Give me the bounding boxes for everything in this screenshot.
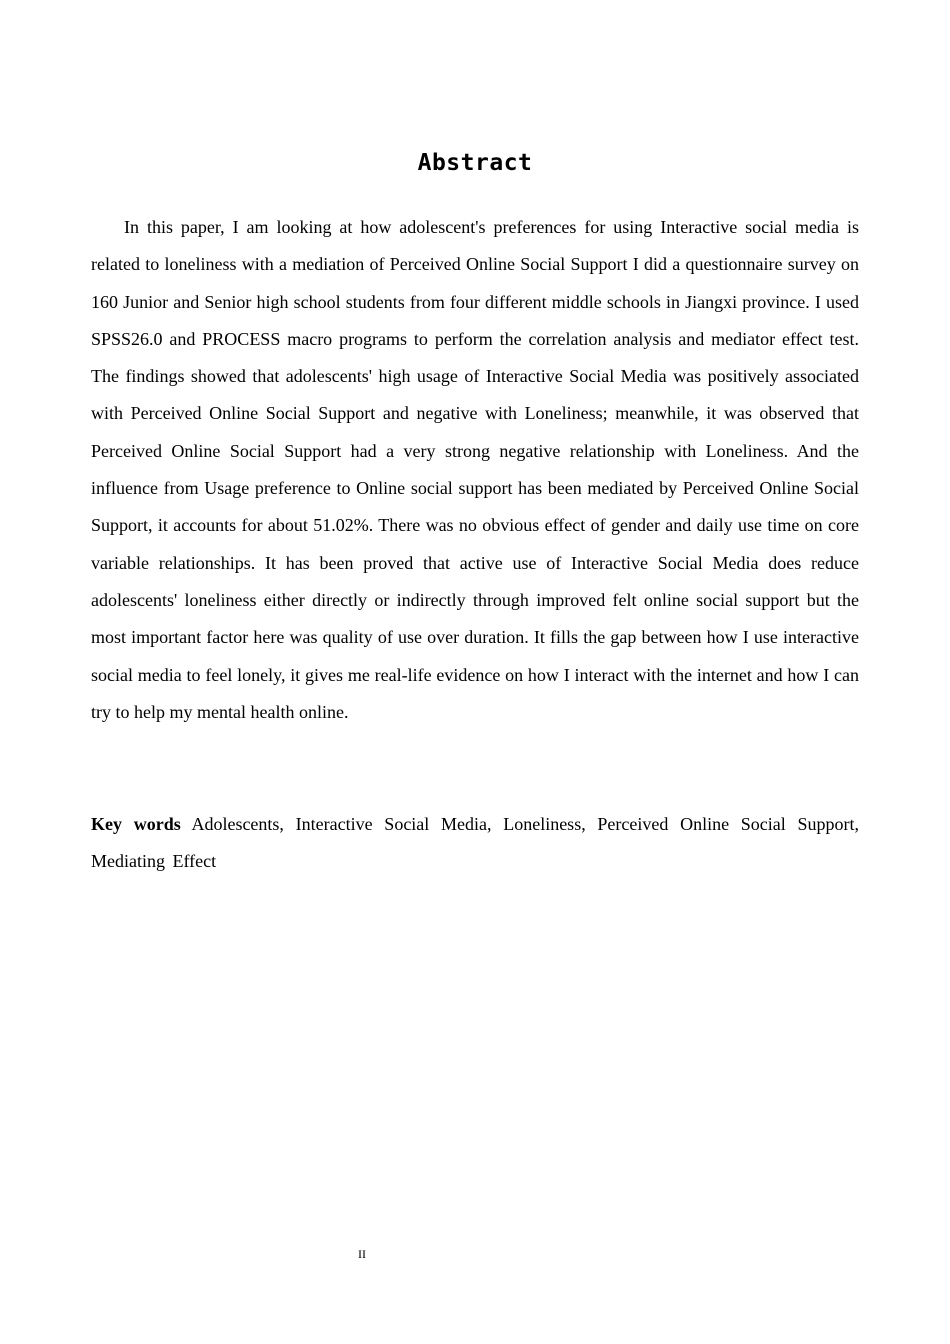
keywords-paragraph xyxy=(91,806,859,881)
page-title: Abstract xyxy=(417,150,533,176)
keywords-label: Key words xyxy=(91,814,181,834)
abstract-paragraph: In this paper, I am looking at how adolescent's preferences for using Interactive social media is related to loneliness with a mediation of Perceived Online Social Support I did a questionnaire survey on 160 Junior and Senior high school students from four different middle schools in Jiangxi province. I used SPSS26.0 and PROCESS macro programs to perform the correlation analysis and mediator effect test. The findings showed that adolescents' high usage of Interactive Social Media was positively associated with Perceived Online Social Support and negative with Loneliness; meanwhile, it was observed that Perceived Online Social Support had a very strong negative relationship with Loneliness. And the influence from Usage preference to Online social support has been mediated by Perceived Online Social Support, it accounts for about 51.02%. There was no obvious effect of gender and daily use time on core variable relationships. It has been proved that active use of Interactive Social Media does reduce adolescents' loneliness either directly or indirectly through improved felt online social support but the most important factor here was quality of use over duration. It fills the gap between how I use interactive social media to feel lonely, it gives me real-life evidence on how I interact with the internet and how I can try to help my mental health online. xyxy=(91,217,859,722)
keywords-list: Adolescents, Interactive Social Media, Loneliness, Perceived Online Social Support, Mediating Effect xyxy=(91,814,860,872)
page-number: II xyxy=(358,1247,366,1261)
